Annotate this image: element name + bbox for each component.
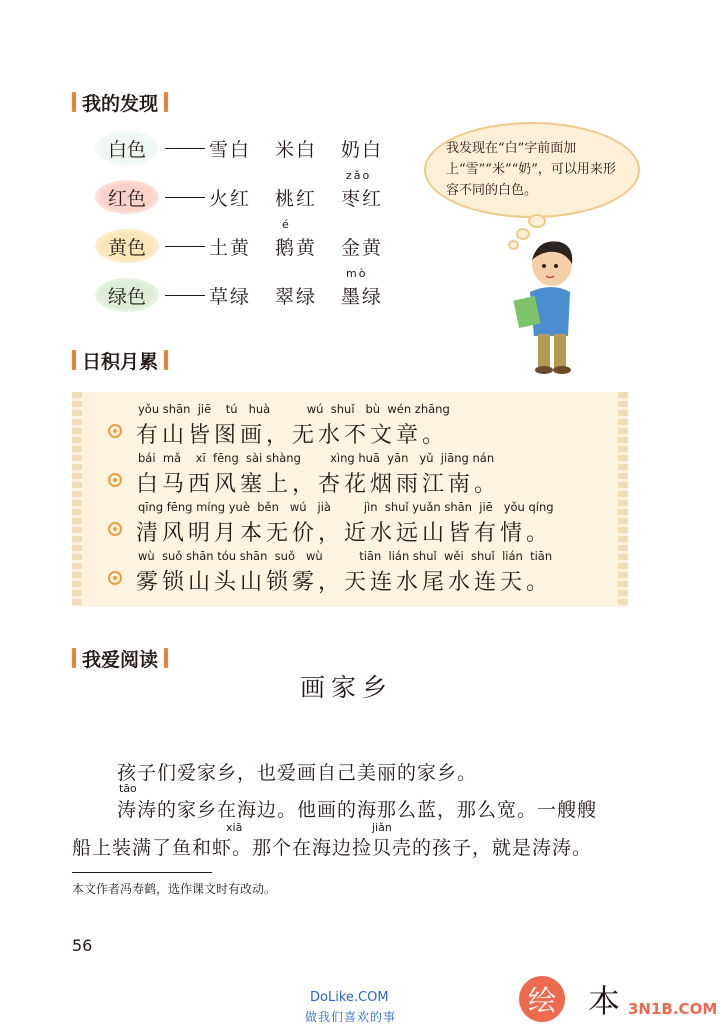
poem-text: 白马西风塞上，杏花烟雨江南。 xyxy=(136,472,501,497)
color-word: mò 墨绿 xyxy=(341,266,384,308)
color-word: 金黄 xyxy=(341,236,384,259)
color-word: zǎo 枣红 xyxy=(341,168,384,210)
watermark-huiben-circle: 绘 xyxy=(519,976,565,1022)
watermark-huiben-char: 本 xyxy=(588,982,621,1020)
box-edge-left xyxy=(72,392,82,607)
article-title: 画家乡 xyxy=(300,673,394,702)
color-row-white xyxy=(95,128,407,168)
section-title-reading: 我爱阅读 xyxy=(82,648,159,671)
pinyin: é xyxy=(282,217,291,231)
dash xyxy=(165,295,205,296)
color-label-green: 绿色 xyxy=(95,278,159,312)
pinyin-jian: jiǎn xyxy=(372,821,392,834)
section-header-reading xyxy=(72,646,168,670)
watermark-dolike: DoLike.COM xyxy=(310,990,389,1005)
poem-text: 有山皆图画，无水不文章。 xyxy=(136,423,449,448)
color-word: 草绿 xyxy=(209,285,252,308)
paragraph-1: 孩子们爱家乡，也爱画自己美丽的家乡。 xyxy=(117,762,478,784)
color-label-red: 红色 xyxy=(95,180,159,214)
dash xyxy=(165,148,205,149)
dash xyxy=(165,197,205,198)
color-word: 雪白 xyxy=(209,138,252,161)
color-word: 米白 xyxy=(275,138,318,161)
poem-pinyin: qīng fēng míng yuè běn wú jià jìn shuǐ yuǎn shān jiē yǒu qíng xyxy=(138,500,554,514)
header-bar-left xyxy=(72,648,76,668)
watermark-huiben-site: 3N1B.COM xyxy=(628,1000,718,1018)
section-title-discover: 我的发现 xyxy=(82,92,159,115)
header-bar-right xyxy=(164,92,168,112)
bubble-text: 我发现在“白”字前面加上“雪”“米”“奶”，可以用来形容不同的白色。 xyxy=(446,141,616,198)
paragraph-2-line-1: 涛涛的家乡在海边。他画的海那么蓝，那么宽。一艘艘 xyxy=(117,799,598,821)
section-header-accumulate xyxy=(72,348,168,372)
bullet-icon xyxy=(108,473,122,487)
page-number: 56 xyxy=(72,936,93,955)
bubble-dot xyxy=(528,214,546,228)
poem-pinyin: wù suǒ shān tóu shān suǒ wù tiān lián shuǐ wěi shuǐ lián tiān xyxy=(138,549,553,563)
footnote: 本文作者冯寿鹤，选作课文时有改动。 xyxy=(72,882,277,896)
section-header-discover xyxy=(72,90,168,114)
color-word: 火红 xyxy=(209,187,252,210)
bullet-icon xyxy=(108,571,122,585)
pinyin: zǎo xyxy=(346,168,372,182)
header-bar-right xyxy=(164,350,168,370)
header-bar-left xyxy=(72,350,76,370)
pinyin-xia: xiā xyxy=(226,821,243,834)
poem-text: 雾锁山头山锁雾，天连水尾水连天。 xyxy=(136,570,553,595)
box-edge-right xyxy=(618,392,628,607)
color-word: 土黄 xyxy=(209,236,252,259)
color-word: é 鹅黄 xyxy=(275,217,318,259)
color-row-green xyxy=(95,266,407,315)
paragraph-2-line-2: 船上装满了鱼和虾。那个在海边捡贝壳的孩子，就是涛涛。 xyxy=(72,837,593,859)
color-word: 翠绿 xyxy=(275,285,318,308)
footnote-divider xyxy=(72,872,212,873)
bullet-icon xyxy=(108,424,122,438)
color-label-yellow: 黄色 xyxy=(95,229,159,263)
section-title-accumulate: 日积月累 xyxy=(82,350,159,373)
pinyin: mò xyxy=(346,266,368,280)
color-label-white: 白色 xyxy=(95,131,159,165)
color-row-yellow xyxy=(95,217,407,266)
boy-reading-illustration xyxy=(508,236,588,376)
header-bar-left xyxy=(72,92,76,112)
color-word: 桃红 xyxy=(275,187,318,210)
color-word: 奶白 xyxy=(341,138,384,161)
poem-pinyin: yǒu shān jiē tú huà wú shuǐ bù wén zhāng xyxy=(138,402,450,416)
dash xyxy=(165,246,205,247)
pinyin-tao: tāo xyxy=(119,782,137,795)
poem-text: 清风明月本无价，近水远山皆有情。 xyxy=(136,521,553,546)
bullet-icon xyxy=(108,522,122,536)
poem-pinyin: bái mǎ xī fēng sài shàng xìng huā yān yǔ jiāng nán xyxy=(138,451,495,465)
header-bar-right xyxy=(164,648,168,668)
watermark-dolike-sub: 做我们喜欢的事 xyxy=(305,1010,397,1024)
color-row-red xyxy=(95,168,407,217)
